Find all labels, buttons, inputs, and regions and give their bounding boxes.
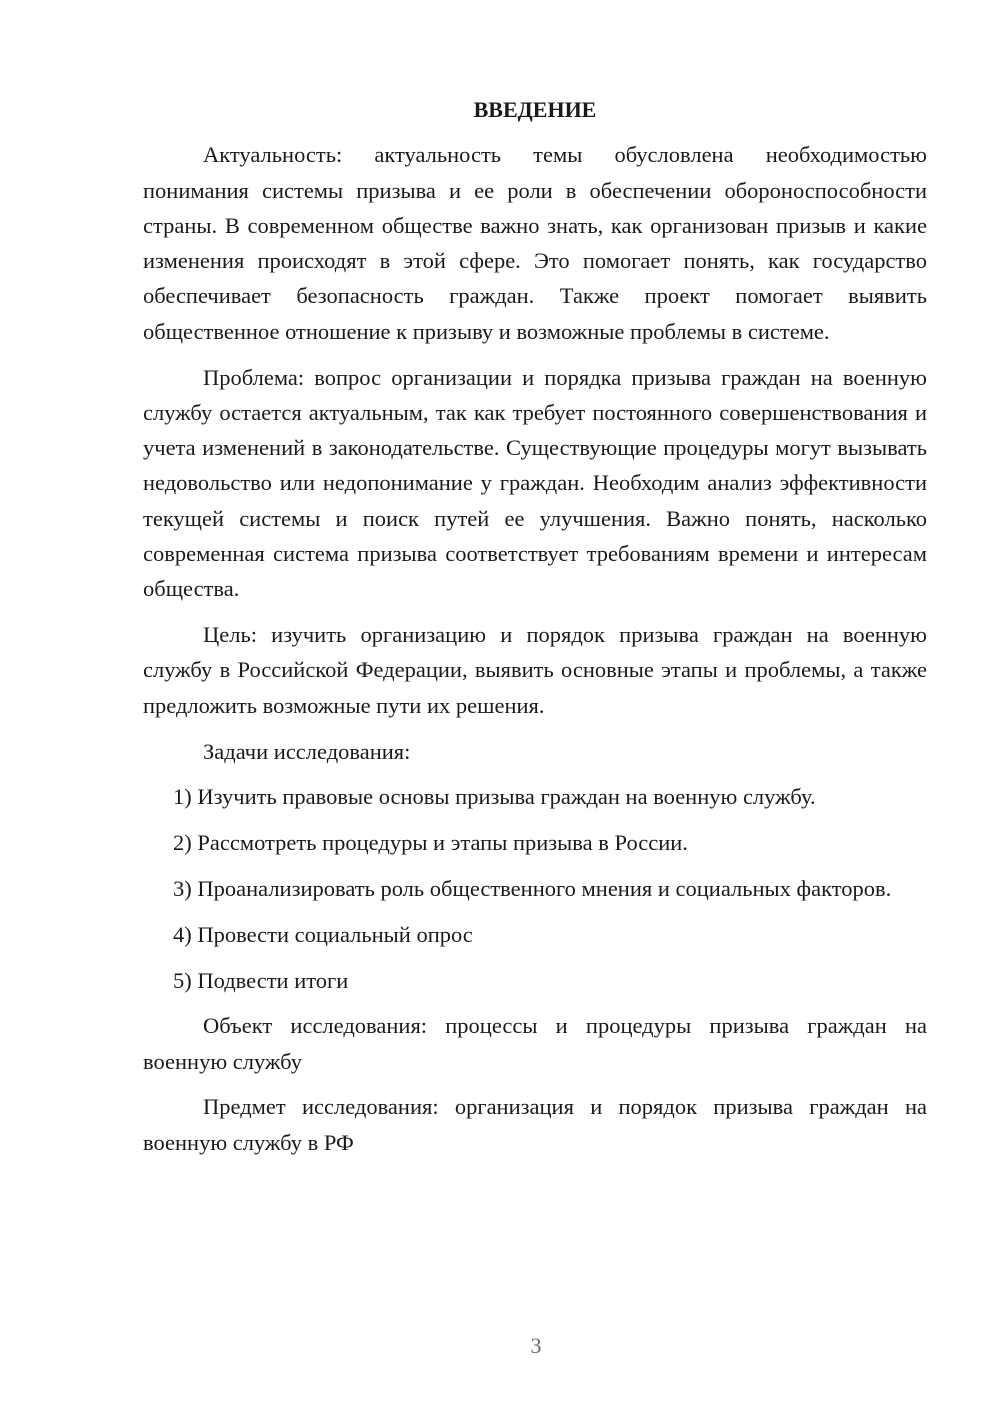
task-item: 4) Провести социальный опрос <box>173 921 473 947</box>
task-item: 5) Подвести итоги <box>173 967 349 993</box>
task-item: 1) Изучить правовые основы призыва граждан на военную службу. <box>173 784 816 810</box>
tasks-heading: Задачи исследования: <box>203 738 411 764</box>
paragraph-problem: Проблема: вопрос организации и порядка призыва граждан на военную службу остается актуальным, так как требует постоянного совершенствования и учета изменений в законодательстве. Существующие процедуры могут вызывать недовольство или недопонимание у граждан. Необходим анализ эффективности текущей системы и поиск путей ее улучшения. Важно понять, насколько современная система призыва соответствует требованиям времени и интересам общества. <box>143 364 927 602</box>
paragraph-relevance: Актуальность: актуальность темы обусловлена необходимостью понимания системы призыва и ее роли в обеспечении обороноспособности страны. В современном обществе важно знать, как организован призыв и какие изменения происходят в этой сфере. Это помогает понять, как государство обеспечивает безопасность граждан. Также проект помогает выявить общественное отношение к призыву и возможные проблемы в системе. <box>143 142 927 344</box>
task-item: 2) Рассмотреть процедуры и этапы призыва в России. <box>173 830 688 856</box>
page-title: ВВЕДЕНИЕ <box>473 97 597 122</box>
page-number: 3 <box>530 1333 542 1358</box>
paragraph-goal: Цель: изучить организацию и порядок призыва граждан на военную службу в Российской Федерации, выявить основные этапы и проблемы, а также предложить возможные пути их решения. <box>143 622 927 718</box>
paragraph-subject: Предмет исследования: организация и порядок призыва граждан на военную службу в РФ <box>143 1094 927 1155</box>
task-item: 3) Проанализировать роль общественного мнения и социальных факторов. <box>173 875 892 901</box>
paragraph-object: Объект исследования: процессы и процедуры призыва граждан на военную службу <box>143 1013 927 1074</box>
document-page <box>143 92 927 1171</box>
